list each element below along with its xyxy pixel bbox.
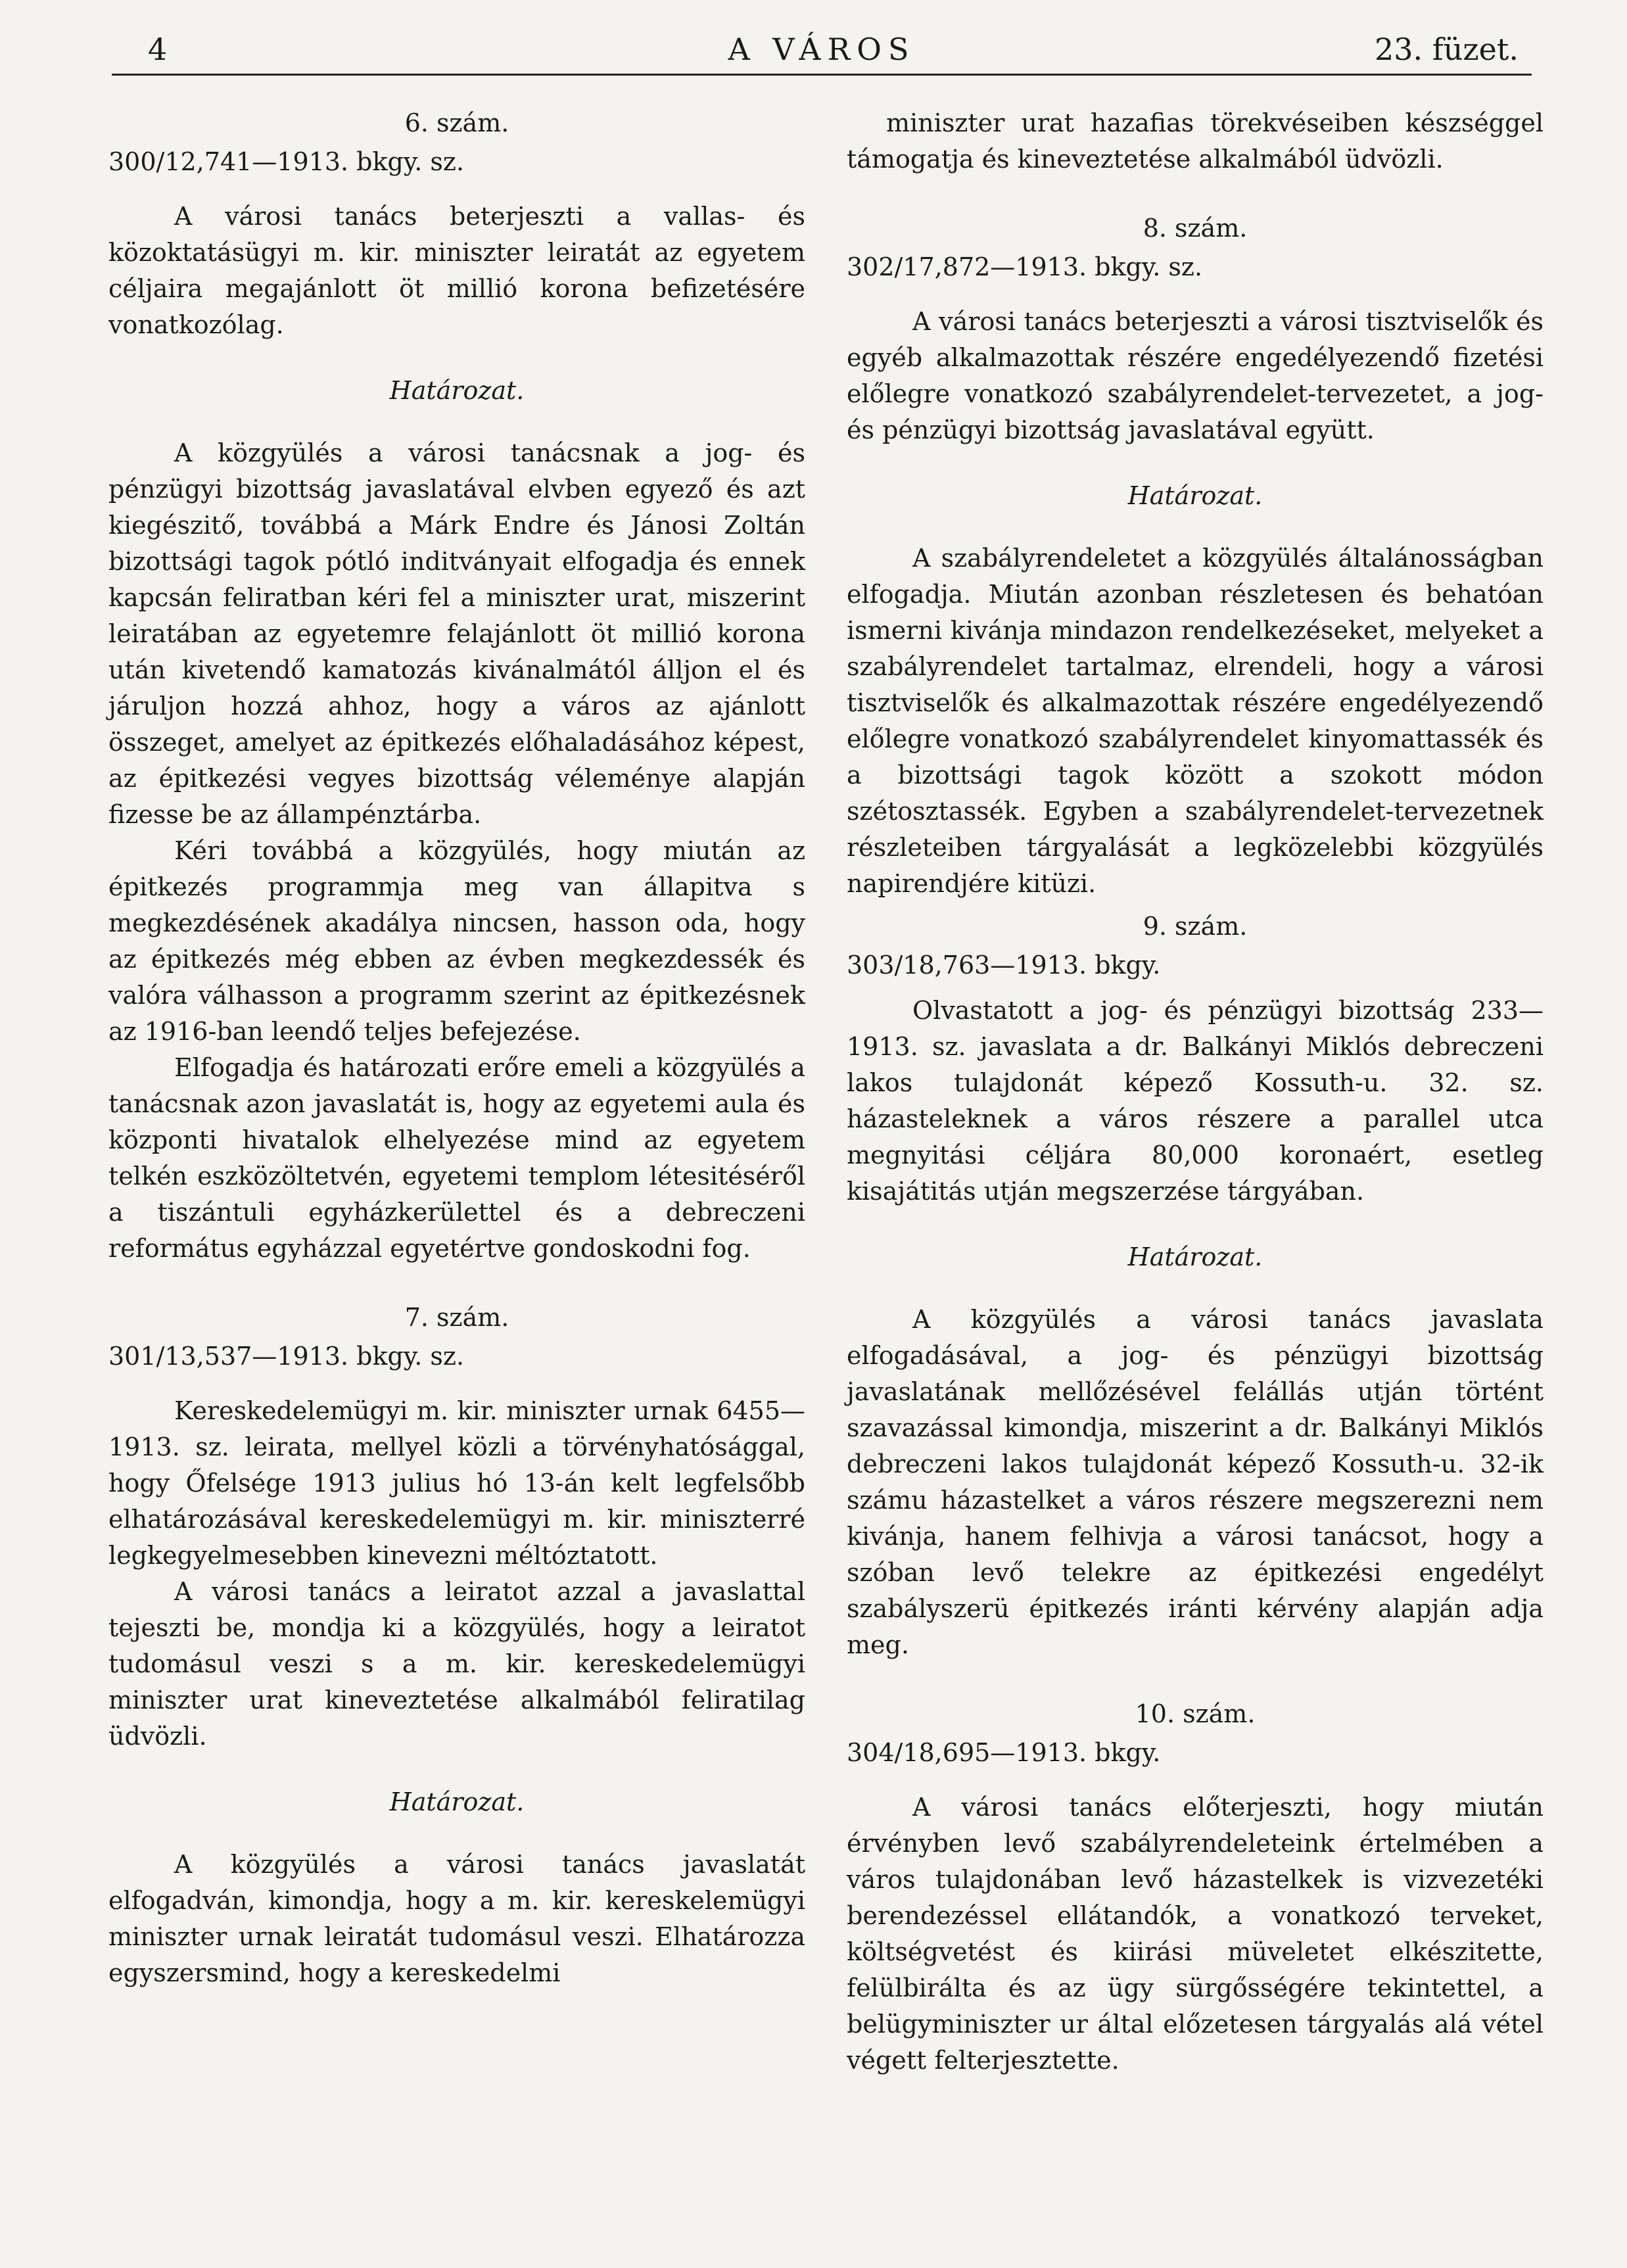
item-9-paragraph-1: A közgyülés a városi tanács javaslata elfogadásával, a jog- és pénzügyi bizottság javaslatának mellőzésével felállás utján történt szavazással kimondja, miszerint a dr. Balkányi Miklós debreczeni lakos tulajdonát képező Kossuth-u. 32-ik számu házastelket a város részere megszerezni nem kivánja, hanem felhivja a városi tanácsot, hogy a szóban levő telekre az épitkezési engedélyt szabályszerü épitkezés iránti kérvény alapján adja meg. [847, 1305, 1544, 1659]
item-7-intro: Kereskedelemügyi m. kir. miniszter urnak 6455—1913. sz. leirata, mellyel közli a törvényhatósággal, hogy Őfelsége 1913 julius hó 13-án kelt legfelsőbb elhatározásával kereskedelemügyi m. kir. miniszterré legkegyelmesebben kinevezni méltóztatott. [108, 1396, 805, 1570]
issue-label: 23. füzet. [1375, 32, 1519, 67]
item-9-reference: 303/18,763—1913. bkgy. [847, 951, 1161, 980]
item-10-number: 10. szám. [1135, 1699, 1256, 1728]
item-6-paragraph-1: A közgyülés a városi tanácsnak a jog- és pénzügyi bizottság javaslatával elvben egyező és azt kiegészitő, továbbá a Márk Endre és Jánosi Zoltán bizottsági tagok pótló inditványait elfogadja és ennek kapcsán feliratban kéri fel a miniszter urat, miszerint leiratában az egyetemre felajánlott öt millió korona után kivetendő kamatozás kivánalmától álljon el és járuljon hozzá ahhoz, hogy a város az ajánlott összeget, amelyet az épitkezés előhaladásához képest, az épitkezési vegyes bizottság véleménye alapján fizesse be az állampénztárba. [108, 438, 805, 829]
item-6-paragraph-3: Elfogadja és határozati erőre emeli a közgyülés a tanácsnak azon javaslatát is, hogy az egyetemi aula és központi hivatalok elhelyezése mind az egyetem telkén eszközöltetvén, egyetemi templom létesitéséről a tiszántuli egyházkerülettel és a debreczeni református egyházzal egyetértve gondoskodni fog. [108, 1053, 805, 1263]
item-8-intro: A városi tanács beterjeszti a városi tisztviselők és egyéb alkalmazottak részére engedélyezendő fizetési előlegre vonatkozó szabályrendelet-tervezetet, a jog- és pénzügyi bizottság javaslatával együtt. [847, 307, 1544, 444]
item-6-resolution-heading: Határozat. [389, 376, 525, 405]
item-8-resolution-heading: Határozat. [1127, 481, 1263, 510]
right-column [847, 105, 1544, 2079]
item-6-intro: A városi tanács beterjeszti a vallas- és közoktatásügyi m. kir. miniszter leiratát az egyetem céljaira megajánlott öt millió korona befizetésére vonatkozólag. [108, 202, 805, 339]
item-7-continuation: miniszter urat hazafias törekvéseiben készséggel támogatja és kineveztetése alkalmából üdvözli. [847, 108, 1544, 174]
page-number: 4 [148, 32, 168, 67]
item-6-reference: 300/12,741—1913. bkgy. sz. [108, 147, 465, 176]
item-7-paragraph-1: A városi tanács a leiratot azzal a javaslattal tejeszti be, mondja ki a közgyülés, hogy a leiratot tudomásul veszi s a m. kir. kereskedelemügyi miniszter urat kineveztetése alkalmából feliratilag üdvözli. [108, 1577, 805, 1751]
item-8-number: 8. szám. [1143, 214, 1248, 243]
item-9-number: 9. szám. [1143, 912, 1248, 941]
item-7-reference: 301/13,537—1913. bkgy. sz. [108, 1342, 465, 1371]
item-6-paragraph-2: Kéri továbbá a közgyülés, hogy miután az épitkezés programmja meg van állapitva s megkezdésének akadálya nincsen, hasson oda, hogy az épitkezés még ebben az évben megkezdessék és valóra válhasson a programm szerint az épitkezésnek az 1916-ban leendő teljes befejezése. [108, 836, 805, 1046]
left-column [108, 105, 805, 1991]
item-8-reference: 302/17,872—1913. bkgy. sz. [847, 252, 1203, 281]
item-9-intro: Olvastatott a jog- és pénzügyi bizottság 233—1913. sz. javaslata a dr. Balkányi Miklós debreczeni lakos tulajdonát képező Kossuth-u. 32. sz. házasteleknek a város részere a parallel utca megnyitási céljára 80,000 koronaért, esetleg kisajátitás utján megszerzése tárgyában. [847, 996, 1544, 1206]
item-7-resolution-heading: Határozat. [389, 1787, 525, 1816]
item-10-paragraph-1: A városi tanács előterjeszti, hogy miután érvényben levő szabályrendeleteink értelmében a város tulajdonában levő házastelkek is vizvezetéki berendezéssel ellátandók, a vonatkozó terveket, költségvetést és kiirási müveletet elkészitette, felülbirálta és az ügy sürgősségére tekintettel, a belügyminiszter ur által előzetesen tárgyalás alá vétel végett felterjesztette. [847, 1793, 1544, 2075]
item-8-paragraph-1: A szabályrendeletet a közgyülés általánosságban elfogadja. Miután azonban részletesen és behatóan ismerni kivánja mindazon rendelkezéseket, melyeket a szabályrendelet tartalmaz, elrendeli, hogy a városi tisztviselők és alkalmazottak részére engedélyezendő előlegre vonatkozó szabályrendelet kinyomattassék és a bizottsági tagok között a szokott módon szétosztassék. Egyben a szabályrendelet-tervezetnek részleteiben tárgyalását a legközelebbi közgyülés napirendjére kitüzi. [847, 544, 1544, 898]
item-7-number: 7. szám. [404, 1303, 509, 1332]
item-7-paragraph-2: A közgyülés a városi tanács javaslatát elfogadván, kimondja, hogy a m. kir. kereskelemügyi miniszter urnak leiratát tudomásul veszi. Elhatározza egyszersmind, hogy a kereskedelmi [108, 1850, 805, 1987]
item-6-number: 6. szám. [404, 108, 509, 137]
item-9-resolution-heading: Határozat. [1127, 1242, 1263, 1271]
item-10-reference: 304/18,695—1913. bkgy. [847, 1738, 1161, 1767]
journal-title: A VÁROS [728, 32, 916, 67]
page-header [112, 28, 1532, 76]
